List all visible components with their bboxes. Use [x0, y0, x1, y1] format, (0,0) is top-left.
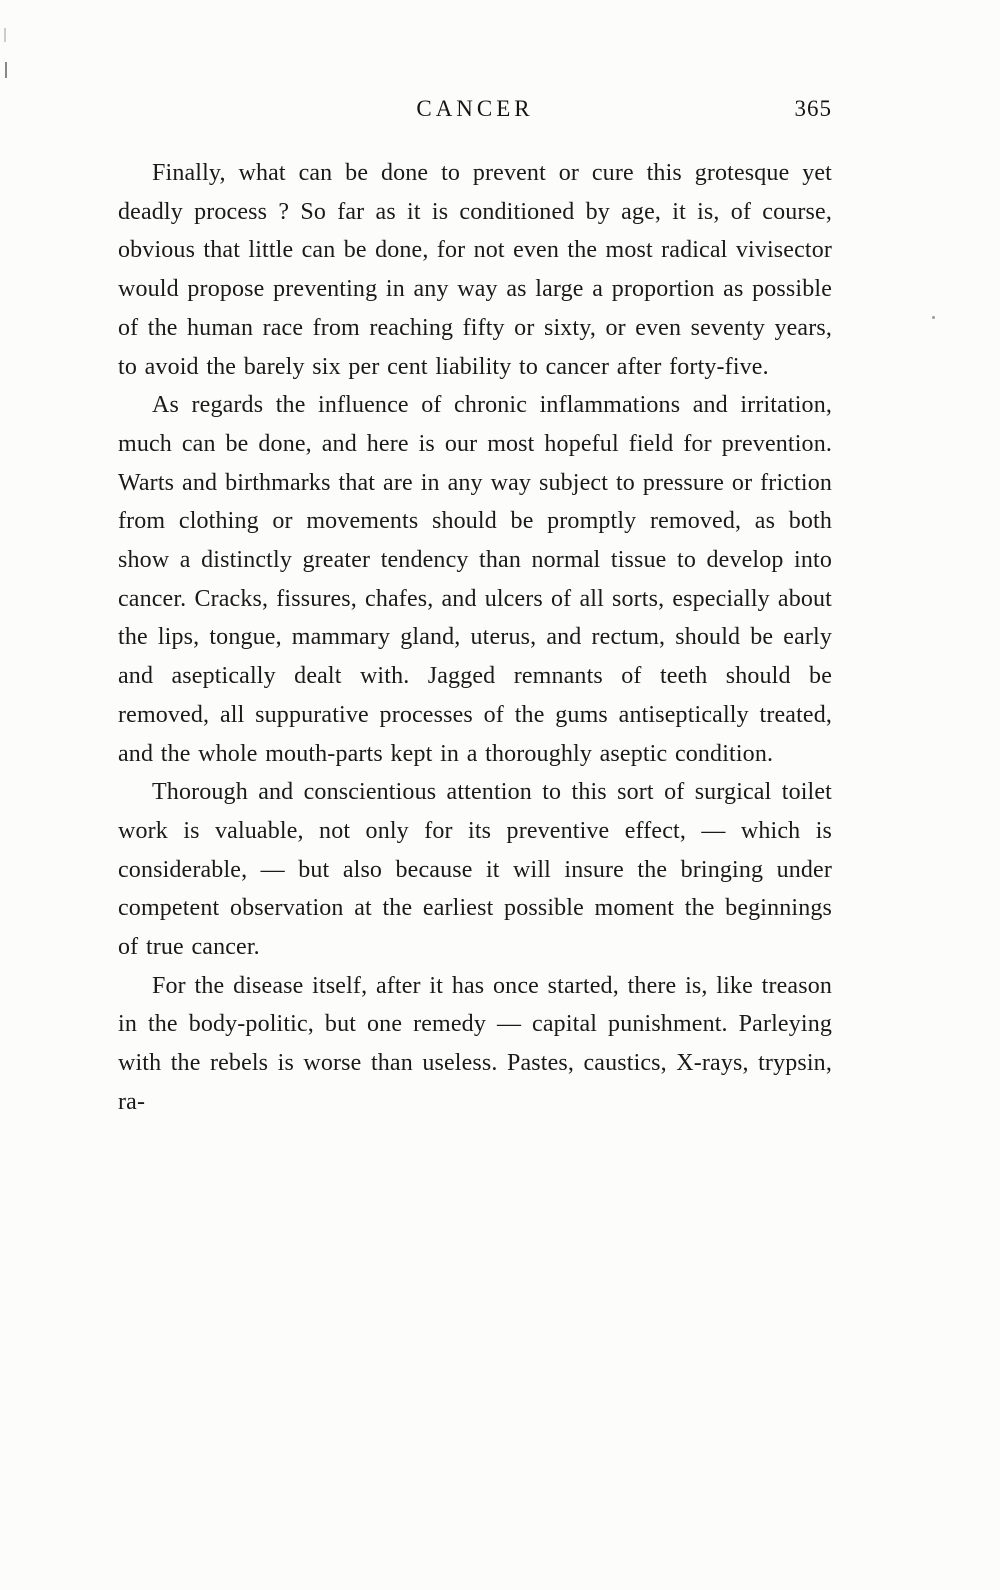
scan-artifact [4, 28, 6, 42]
page-content [118, 96, 832, 1122]
page-number: 365 [794, 96, 832, 121]
running-head [118, 96, 832, 128]
paragraph: Thorough and conscientious attention to this sort of surgical toilet work is valuable, not only for its preventive effect, — which is considerable, — but also because it will insure the bringing under competent observation at the earliest possible moment the beginnings of true cancer. [118, 779, 832, 961]
scan-artifact [5, 62, 7, 78]
running-head-title: CANCER [416, 96, 534, 121]
paragraph: As regards the influence of chronic inflammations and irritation, much can be done, and here is our most hopeful field for prevention. Warts and birthmarks that are in any way subject to pressure or friction from clothing or movements should be promptly removed, as both show a distinctly greater tendency than normal tissue to develop into cancer. Cracks, fissures, chafes, and ulcers of all sorts, especially about the lips, tongue, mammary gland, uterus, and rectum, should be early and aseptically dealt with. Jagged remnants of teeth should be removed, all suppurative processes of the gums antiseptically treated, and the whole mouth-parts kept in a thoroughly aseptic condition. [118, 392, 832, 767]
scan-artifact [932, 316, 935, 319]
body-text [118, 154, 832, 1122]
paragraph: Finally, what can be done to prevent or cure this grotesque yet deadly process ? So far as it is conditioned by age, it is, of course, obvious that little can be done, for not even the most radical vivisector would propose preventing in any way as large a proportion as possible of the human race from reaching fifty or sixty, or even seventy years, to avoid the barely six per cent liability to cancer after forty-five. [118, 160, 832, 380]
paragraph: For the disease itself, after it has once started, there is, like treason in the body-politic, but one remedy — capital punishment. Parleying with the rebels is worse than useless. Pastes, caustics, X-rays, trypsin, ra- [118, 972, 832, 1115]
